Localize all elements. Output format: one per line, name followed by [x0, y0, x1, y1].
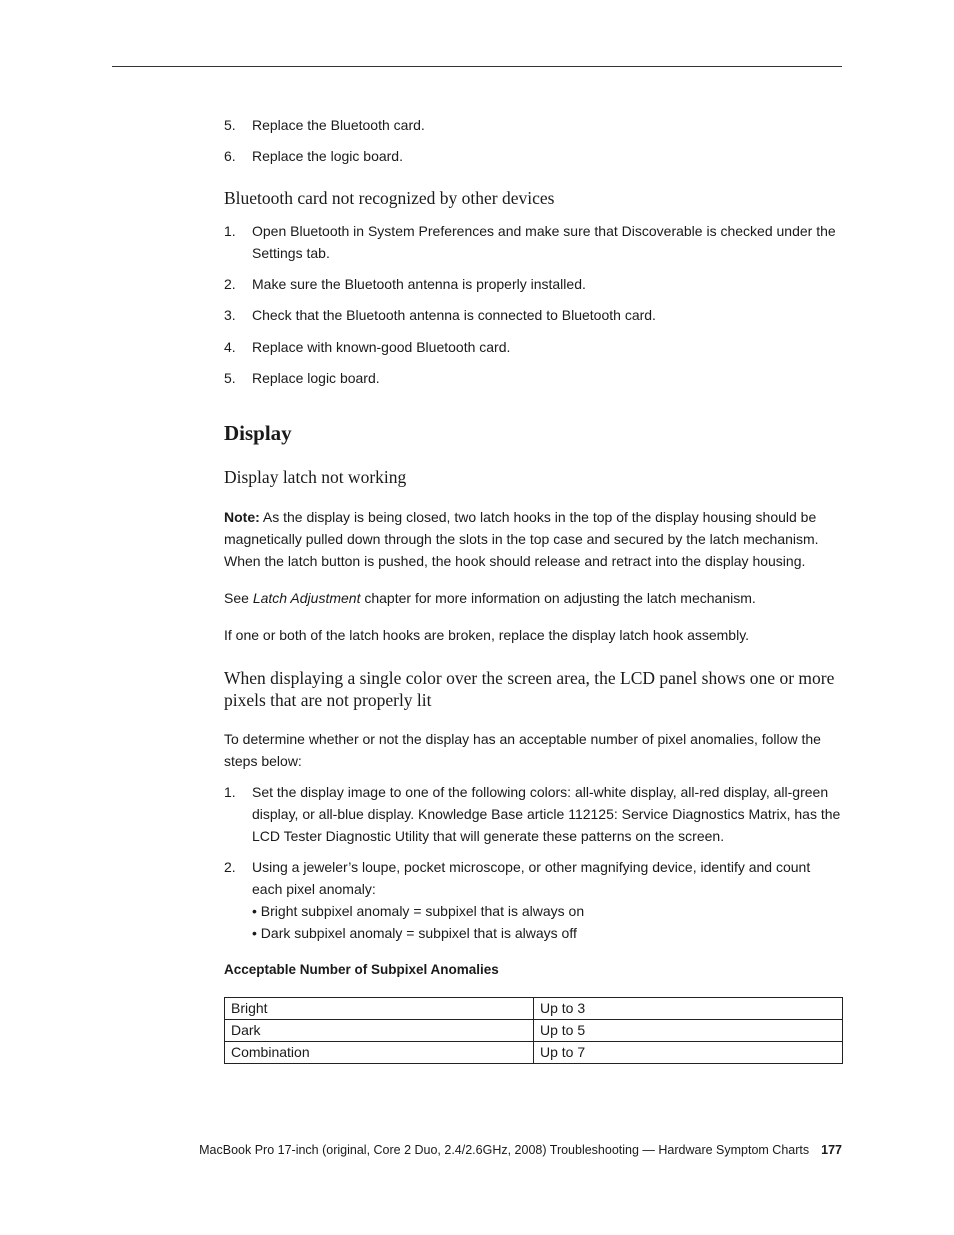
note-text: As the display is being closed, two latch hooks in the top of the display housing should be magnetically pulled down through the slots in the top case and secured by the latch mechanism. When the latch button is pushed, the hook should release and retract into the display housing.: [224, 509, 819, 569]
list-number: 1.: [224, 784, 236, 800]
bluetooth-subheading: Bluetooth card not recognized by other devices: [224, 188, 555, 208]
list-number: 1.: [224, 223, 236, 239]
list-text-block: [252, 856, 842, 944]
see-reference: Latch Adjustment: [252, 590, 361, 606]
list-text: Replace the logic board.: [252, 148, 403, 164]
list-text: Replace the Bluetooth card.: [252, 117, 425, 133]
bullet-item: • Bright subpixel anomaly = subpixel that is always on: [252, 903, 585, 919]
latch-note: [224, 506, 842, 572]
list-text: Replace with known-good Bluetooth card.: [252, 339, 511, 355]
table-cell-type: Combination: [225, 1042, 534, 1064]
list-number: 2.: [224, 859, 236, 875]
list-number: 4.: [224, 339, 236, 355]
table-cell-limit: Up to 5: [534, 1020, 843, 1042]
list-text: Make sure the Bluetooth antenna is properly installed.: [252, 276, 586, 292]
display-heading: Display: [224, 421, 292, 445]
table-row: [225, 998, 843, 1020]
see-prefix: See: [224, 590, 253, 606]
list-number: 3.: [224, 307, 236, 323]
list-number: 5.: [224, 117, 236, 133]
see-suffix: chapter for more information on adjusting the latch mechanism.: [360, 590, 756, 606]
table-cell-limit: Up to 3: [534, 998, 843, 1020]
list-text: Replace logic board.: [252, 370, 380, 386]
list-number: 2.: [224, 276, 236, 292]
page-footer: [199, 1141, 842, 1159]
table-row: [225, 1020, 843, 1042]
list-text: Open Bluetooth in System Preferences and make sure that Discoverable is checked under the Settings tab.: [252, 223, 836, 261]
latch-see-paragraph: [224, 587, 842, 609]
table-row: [225, 1042, 843, 1064]
table-caption: Acceptable Number of Subpixel Anomalies: [224, 962, 499, 977]
page-number: 177: [821, 1143, 842, 1157]
list-text: Using a jeweler’s loupe, pocket microscope, or other magnifying device, identify and count each pixel anomaly:: [252, 859, 811, 897]
list-text: Check that the Bluetooth antenna is connected to Bluetooth card.: [252, 307, 656, 323]
pixel-subheading: When displaying a single color over the screen area, the LCD panel shows one or more pixels that are not properly lit: [224, 668, 835, 710]
table-cell-type: Dark: [225, 1020, 534, 1042]
table-cell-type: Bright: [225, 998, 534, 1020]
footer-text: MacBook Pro 17-inch (original, Core 2 Duo, 2.4/2.6GHz, 2008) Troubleshooting — Hardware Symptom Charts: [199, 1143, 810, 1157]
anomalies-table: [224, 997, 843, 1064]
pixel-intro: To determine whether or not the display has an acceptable number of pixel anomalies, follow the steps below:: [224, 731, 821, 769]
latch-subheading: Display latch not working: [224, 467, 407, 487]
header-rule: [112, 66, 842, 67]
list-number: 5.: [224, 370, 236, 386]
note-label: Note:: [224, 509, 260, 525]
bullet-item: • Dark subpixel anomaly = subpixel that is always off: [252, 925, 577, 941]
list-text: Set the display image to one of the following colors: all-white display, all-red display, all-green display, or all-blue display. Knowledge Base article 112125: Service Diagnostics Matrix, has the LCD Tester Diagnostic Utility that will generate these patterns on the screen.: [252, 784, 841, 844]
list-number: 6.: [224, 148, 236, 164]
table-cell-limit: Up to 7: [534, 1042, 843, 1064]
latch-broken-paragraph: If one or both of the latch hooks are broken, replace the display latch hook assembly.: [224, 627, 750, 643]
